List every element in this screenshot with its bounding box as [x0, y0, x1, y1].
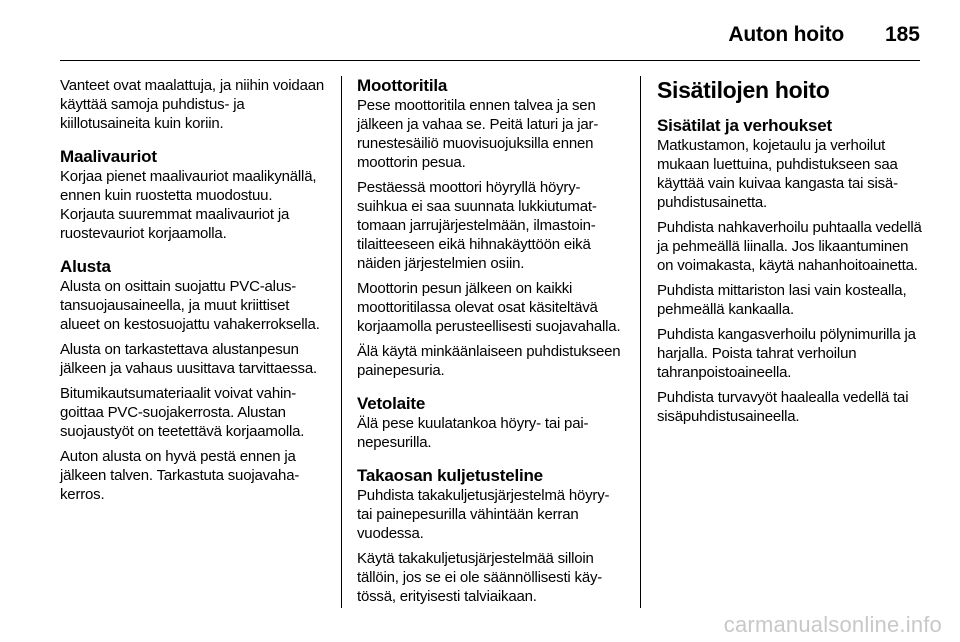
header-rule — [60, 60, 920, 61]
heading-moottoritila: Moottoritila — [357, 76, 448, 95]
column-1 — [60, 76, 326, 510]
column-divider — [640, 76, 641, 608]
paragraph: Älä käytä minkäänlaiseen puhdistukseen painepesuria. — [357, 343, 621, 379]
section-kuljetusteline — [357, 466, 625, 606]
section-alusta — [60, 257, 326, 504]
page-number: 185 — [884, 23, 920, 46]
heading-vetolaite: Vetolaite — [357, 394, 426, 413]
paragraph: Puhdista kangasverhoilu pölynimurilla ja harjalla. Poista tahrat verhoilun tahranpoistoaineella. — [657, 326, 916, 381]
paragraph: Auton alusta on hyvä pestä ennen ja jälkeen talven. Tarkastuta suojavahakerros. — [60, 448, 300, 503]
paragraph: Älä pese kuulatankoa höyry- tai painepesurilla. — [357, 415, 589, 451]
column-2 — [357, 76, 625, 612]
paragraph: Matkustamon, kojetaulu ja verhoilut mukaan luettuina, puhdistukseen saa käyttää vain kuivaa kangasta tai sisäpuhdistusainetta. — [657, 137, 899, 211]
section-moottoritila — [357, 76, 625, 380]
paragraph: Puhdista turvavyöt haalealla vedellä tai sisäpuhdistusaineella. — [657, 389, 909, 425]
paragraph: Korjaa pienet maalivauriot maalikynällä, ennen kuin ruostetta muodostuu. Korjauta suuremmat maalivauriot ja ruostevauriot korjaamolla. — [60, 168, 317, 242]
paragraph: Puhdista takakuljetusjärjestelmä höyry- tai painepesurilla vähintään kerran vuodessa. — [357, 487, 610, 542]
paragraph: Puhdista nahkaverhoilu puhtaalla vedellä ja pehmeällä liinalla. Jos likaantuminen on voimakasta, käytä nahanhoitoainetta. — [657, 219, 922, 274]
heading-kuljetusteline: Takaosan kuljetusteline — [357, 466, 543, 485]
section-vetolaite — [357, 394, 625, 452]
paragraph: Moottorin pesun jälkeen on kaikki moottoritilassa olevat osat käsiteltävä korjaamolla perusteellisesti suojavahalla. — [357, 280, 621, 335]
column-3 — [657, 76, 925, 432]
paragraph: Käytä takakuljetusjärjestelmää silloin tällöin, jos se ei ole säännöllisesti käytössä, erityisesti talviaikaan. — [357, 550, 603, 605]
paragraph: Pestäessä moottori höyryllä höyrysuihkua ei saa suunnata lukkiutumattomaan jarrujärjestelmään, ilmastointilaitteeseen eikä hihnakäyttöön eikä näiden järjestelmien osiin. — [357, 179, 597, 272]
paragraph: Bitumikautsumateriaalit voivat vahingoittaa PVC-suojakerrosta. Alustan suojaustyöt on teetettävä korjaamolla. — [60, 385, 305, 440]
intro-paragraph: Vanteet ovat maalattuja, ja niihin voidaan käyttää samoja puhdistus- ja kiillotusaineita kuin koriin. — [60, 77, 325, 132]
paragraph: Alusta on tarkastettava alustanpesun jälkeen ja vahaus uusittava tarvittaessa. — [60, 341, 317, 377]
heading-maalivauriot: Maalivauriot — [60, 147, 157, 166]
section-maalivauriot — [60, 147, 326, 243]
section-sisatilat — [657, 116, 925, 426]
paragraph: Pese moottoritila ennen talvea ja sen jälkeen ja vahaa se. Peitä laturi ja jarrunestesäiliö muovisuojuksilla ennen moottorin pesua. — [357, 97, 599, 171]
page-header — [0, 20, 960, 60]
watermark: carmanualsonline.info — [723, 612, 942, 637]
heading-sisatilojen-hoito: Sisätilojen hoito — [657, 77, 830, 103]
section-title: Auton hoito — [728, 23, 844, 46]
heading-alusta: Alusta — [60, 257, 111, 276]
column-divider — [341, 76, 342, 608]
paragraph: Alusta on osittain suojattu PVC-alustansuojausaineella, ja muut kriittiset alueet on kestosuojattu vahakerroksella. — [60, 278, 320, 333]
paragraph: Puhdista mittariston lasi vain kostealla, pehmeällä kankaalla. — [657, 282, 907, 318]
heading-sisatilat: Sisätilat ja verhoukset — [657, 116, 832, 135]
